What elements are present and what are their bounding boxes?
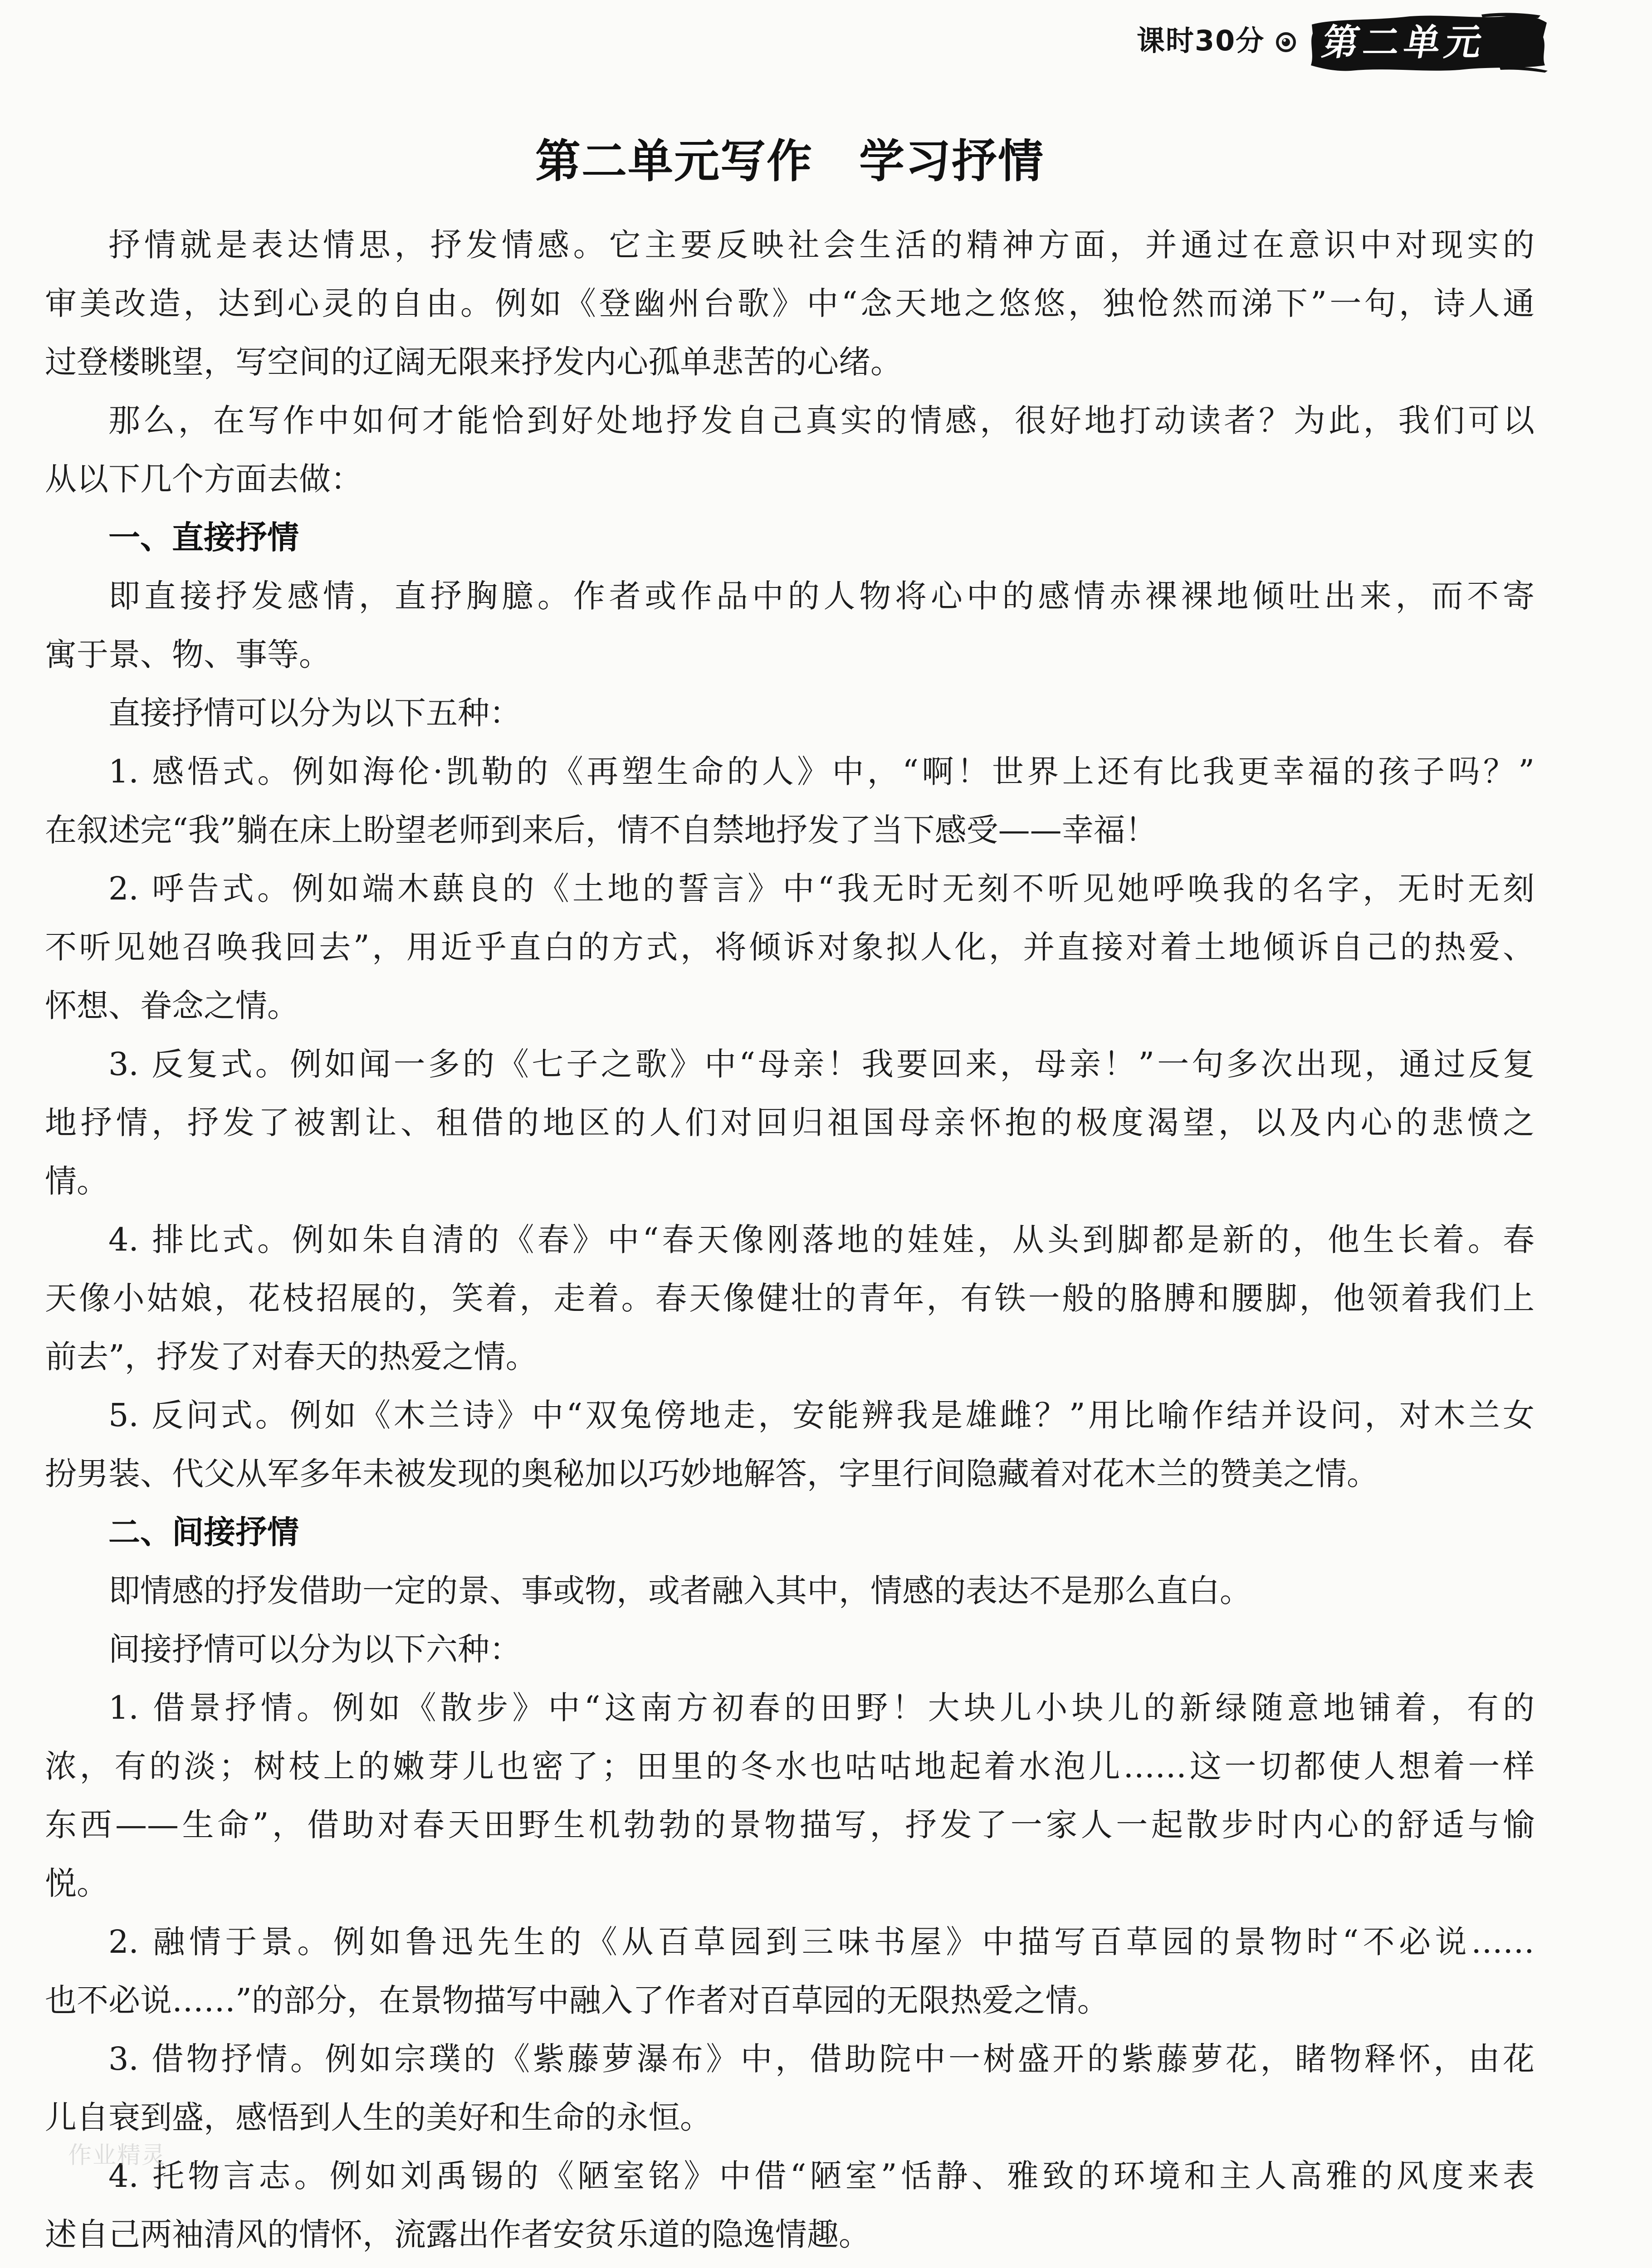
text-line: 5. 反问式。例如《木兰诗》中“双兔傍地走，安能辨我是雄雌？”用比喻作结并设问，对木兰女 (108, 1397, 1535, 1434)
list-item-direct-4 (45, 1211, 1535, 1386)
text-line: 即直接抒发感情，直抒胸臆。作者或作品中的人物将心中的感情赤裸裸地倾吐出来，而不寄 (108, 577, 1535, 615)
text-line: 寓于景、物、事等。 (45, 636, 331, 673)
list-item-indirect-3 (45, 2030, 1535, 2147)
list-item-indirect-2 (45, 1913, 1535, 2030)
text-line: 那么，在写作中如何才能恰到好处地抒发自己真实的情感，很好地打动读者？为此，我们可以 (108, 402, 1535, 439)
text-line: 在叙述完“我”躺在床上盼望老师到来后，情不自禁地抒发了当下感受——幸福！ (45, 811, 1157, 849)
text-line: 1. 借景抒情。例如《散步》中“这南方初春的田野！大块儿小块儿的新绿随意地铺着，有的 (108, 1689, 1535, 1726)
text-line: 浓，有的淡；树枝上的嫩芽儿也密了；田里的冬水也咕咕地起着水泡儿……这一切都使人想着一样 (45, 1748, 1535, 1785)
text-line: 从以下几个方面去做： (45, 460, 362, 498)
paragraph-indirect-types-intro: 间接抒情可以分为以下六种： (108, 1631, 521, 1668)
list-item-indirect-4 (45, 2147, 1535, 2264)
text-line: 3. 反复式。例如闻一多的《七子之歌》中“母亲！我要回来，母亲！”一句多次出现，通过反复 (108, 1046, 1535, 1083)
list-item-indirect-1 (45, 1679, 1535, 1913)
unit-badge-label: 第二单元 (1319, 21, 1490, 64)
text-line: 前去”，抒发了对春天的热爱之情。 (45, 1338, 538, 1375)
paragraph-intro-question (45, 391, 1535, 508)
text-line: 4. 排比式。例如朱自清的《春》中“春天像刚落地的娃娃，从头到脚都是新的，他生长着。春 (108, 1221, 1535, 1258)
lesson-time-label: 课时30分 (1137, 24, 1265, 57)
list-item-direct-3 (45, 1035, 1535, 1211)
text-line: 天像小姑娘，花枝招展的，笑着，走着。春天像健壮的青年，有铁一般的胳膊和腰脚，他领着我们上 (45, 1280, 1535, 1317)
text-line: 儿自衰到盛，感悟到人生的美好和生命的永恒。 (45, 2099, 712, 2136)
paragraph-intro-definition (45, 216, 1535, 391)
text-line: 扮男装、代父从军多年未被发现的奥秘加以巧妙地解答，字里行间隐藏着对花木兰的赞美之情。 (45, 1455, 1378, 1492)
text-line: 悦。 (45, 1865, 108, 1902)
text-line: 情。 (45, 1163, 108, 1200)
list-item-direct-5 (45, 1386, 1535, 1503)
text-line: 也不必说……”的部分，在景物描写中融入了作者对百草园的无限热爱之情。 (45, 1982, 1109, 2019)
text-line: 东西——生命”，借助对春天田野生机勃勃的景物描写，抒发了一家人一起散步时内心的舒适与愉 (45, 1806, 1535, 1843)
text-line: 不听见她召唤我回去”，用近乎直白的方式，将倾诉对象拟人化，并直接对着土地倾诉自己的热爱、 (45, 929, 1535, 966)
text-line: 3. 借物抒情。例如宗璞的《紫藤萝瀑布》中，借助院中一树盛开的紫藤萝花，睹物释怀，由花 (108, 2040, 1535, 2077)
page-title: 第二单元写作 学习抒情 (535, 134, 1044, 188)
list-item-direct-2 (45, 860, 1535, 1035)
text-line: 2. 融情于景。例如鲁迅先生的《从百草园到三味书屋》中描写百草园的景物时“不必说…… (108, 1923, 1535, 1960)
body-text (45, 216, 1535, 2264)
paragraph-direct-definition (45, 567, 1535, 684)
watermark: 作业精灵 (68, 2142, 166, 2169)
text-line: 过登楼眺望，写空间的辽阔无限来抒发内心孤单悲苦的心绪。 (45, 343, 902, 381)
text-line: 4. 托物言志。例如刘禹锡的《陋室铭》中借“陋室”恬静、雅致的环境和主人高雅的风度来表 (108, 2157, 1535, 2195)
text-line: 怀想、眷念之情。 (45, 987, 299, 1024)
section-heading-indirect: 二、间接抒情 (108, 1514, 299, 1551)
section-heading-direct: 一、直接抒情 (108, 519, 299, 556)
list-item-direct-1 (45, 743, 1535, 860)
text-line: 抒情就是表达情思，抒发情感。它主要反映社会生活的精神方面，并通过在意识中对现实的 (108, 226, 1535, 264)
text-line: 地抒情，抒发了被割让、租借的地区的人们对回归祖国母亲怀抱的极度渴望，以及内心的悲愤之 (45, 1104, 1535, 1141)
text-line: 述自己两袖清风的情怀，流露出作者安贫乐道的隐逸情趣。 (45, 2216, 870, 2253)
text-line: 2. 呼告式。例如端木蕻良的《土地的誓言》中“我无时无刻不听见她呼唤我的名字，无时无刻 (108, 870, 1535, 907)
paragraph-direct-types-intro: 直接抒情可以分为以下五种： (108, 694, 521, 732)
paragraph-indirect-definition: 即情感的抒发借助一定的景、事或物，或者融入其中，情感的表达不是那么直白。 (108, 1572, 1251, 1609)
text-line: 1. 感悟式。例如海伦·凯勒的《再塑生命的人》中，“啊！世界上还有比我更幸福的孩子吗？” (108, 753, 1535, 790)
unit-badge (1309, 11, 1549, 73)
text-line: 审美改造，达到心灵的自由。例如《登幽州台歌》中“念天地之悠悠，独怆然而涕下”一句，诗人通 (45, 285, 1535, 322)
clock-icon (1276, 32, 1296, 53)
